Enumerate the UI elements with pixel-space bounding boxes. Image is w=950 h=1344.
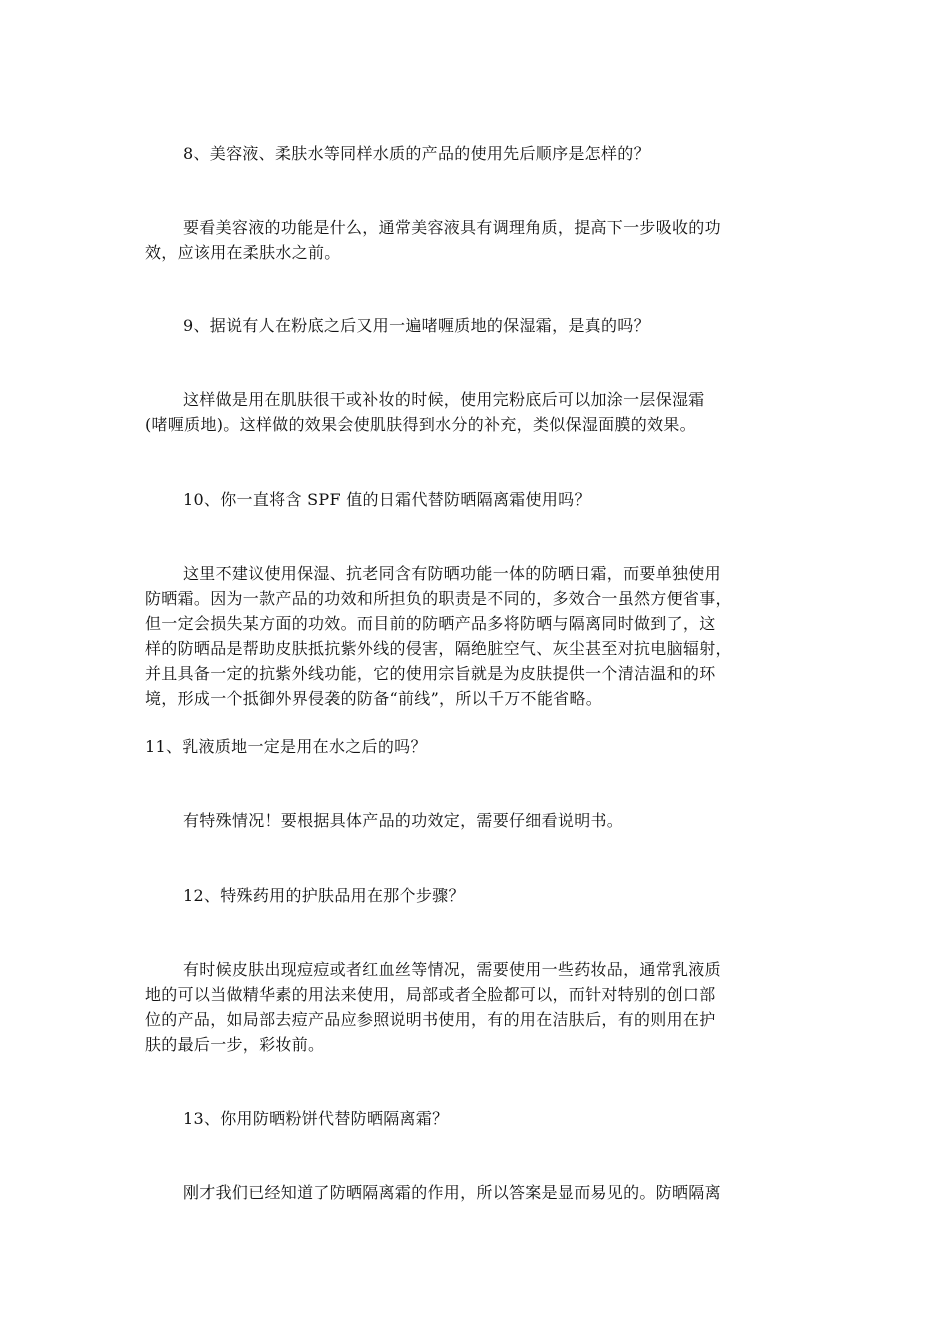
answer-8-line-1: 要看美容液的功能是什么，通常美容液具有调理角质，提高下一步吸收的功 — [183, 218, 721, 237]
answer-12-line-1: 有时候皮肤出现痘痘或者红血丝等情况，需要使用一些药妆品，通常乳液质 — [183, 960, 721, 979]
question-13: 13、你用防晒粉饼代替防晒隔离霜？ — [183, 1109, 449, 1128]
question-12: 12、特殊药用的护肤品用在那个步骤？ — [183, 886, 465, 905]
answer-12-line-3: 位的产品，如局部去痘产品应参照说明书使用，有的用在洁肤后，有的则用在护 — [145, 1010, 716, 1029]
answer-12-line-2: 地的可以当做精华素的用法来使用，局部或者全脸都可以，而针对特别的创口部 — [145, 985, 716, 1004]
question-11: 11、乳液质地一定是用在水之后的吗？ — [145, 737, 427, 756]
answer-10-line-4: 样的防晒品是帮助皮肤抵抗紫外线的侵害，隔绝脏空气、灰尘甚至对抗电脑辐射， — [145, 639, 732, 658]
question-10: 10、你一直将含 SPF 值的日霜代替防晒隔离霜使用吗？ — [183, 490, 591, 509]
answer-10-line-2: 防晒霜。因为一款产品的功效和所担负的职责是不同的，多效合一虽然方便省事， — [145, 589, 732, 608]
answer-9-line-1: 这样做是用在肌肤很干或补妆的时候，使用完粉底后可以加涂一层保湿霜 — [183, 390, 705, 409]
answer-12-line-4: 肤的最后一步，彩妆前。 — [145, 1035, 325, 1054]
question-9: 9、据说有人在粉底之后又用一遍啫喱质地的保湿霜，是真的吗？ — [183, 316, 650, 335]
answer-8-line-2: 效，应该用在柔肤水之前。 — [145, 243, 341, 262]
answer-9-line-2: (啫喱质地)。这样做的效果会使肌肤得到水分的补充，类似保湿面膜的效果。 — [145, 415, 696, 434]
answer-13-line-1: 刚才我们已经知道了防晒隔离霜的作用，所以答案是显而易见的。防晒隔离 — [183, 1183, 721, 1202]
answer-10-line-6: 境，形成一个抵御外界侵袭的防备“前线”，所以千万不能省略。 — [145, 689, 603, 708]
answer-10-line-3: 但一定会损失某方面的功效。而目前的防晒产品多将防晒与隔离同时做到了，这 — [145, 614, 716, 633]
question-8: 8、美容液、柔肤水等同样水质的产品的使用先后顺序是怎样的？ — [183, 144, 650, 163]
answer-10-line-5: 并且具备一定的抗紫外线功能，它的使用宗旨就是为皮肤提供一个清洁温和的环 — [145, 664, 716, 683]
answer-10-line-1: 这里不建议使用保湿、抗老同含有防晒功能一体的防晒日霜，而要单独使用 — [183, 564, 721, 583]
answer-11-line-1: 有特殊情况！要根据具体产品的功效定，需要仔细看说明书。 — [183, 811, 624, 830]
